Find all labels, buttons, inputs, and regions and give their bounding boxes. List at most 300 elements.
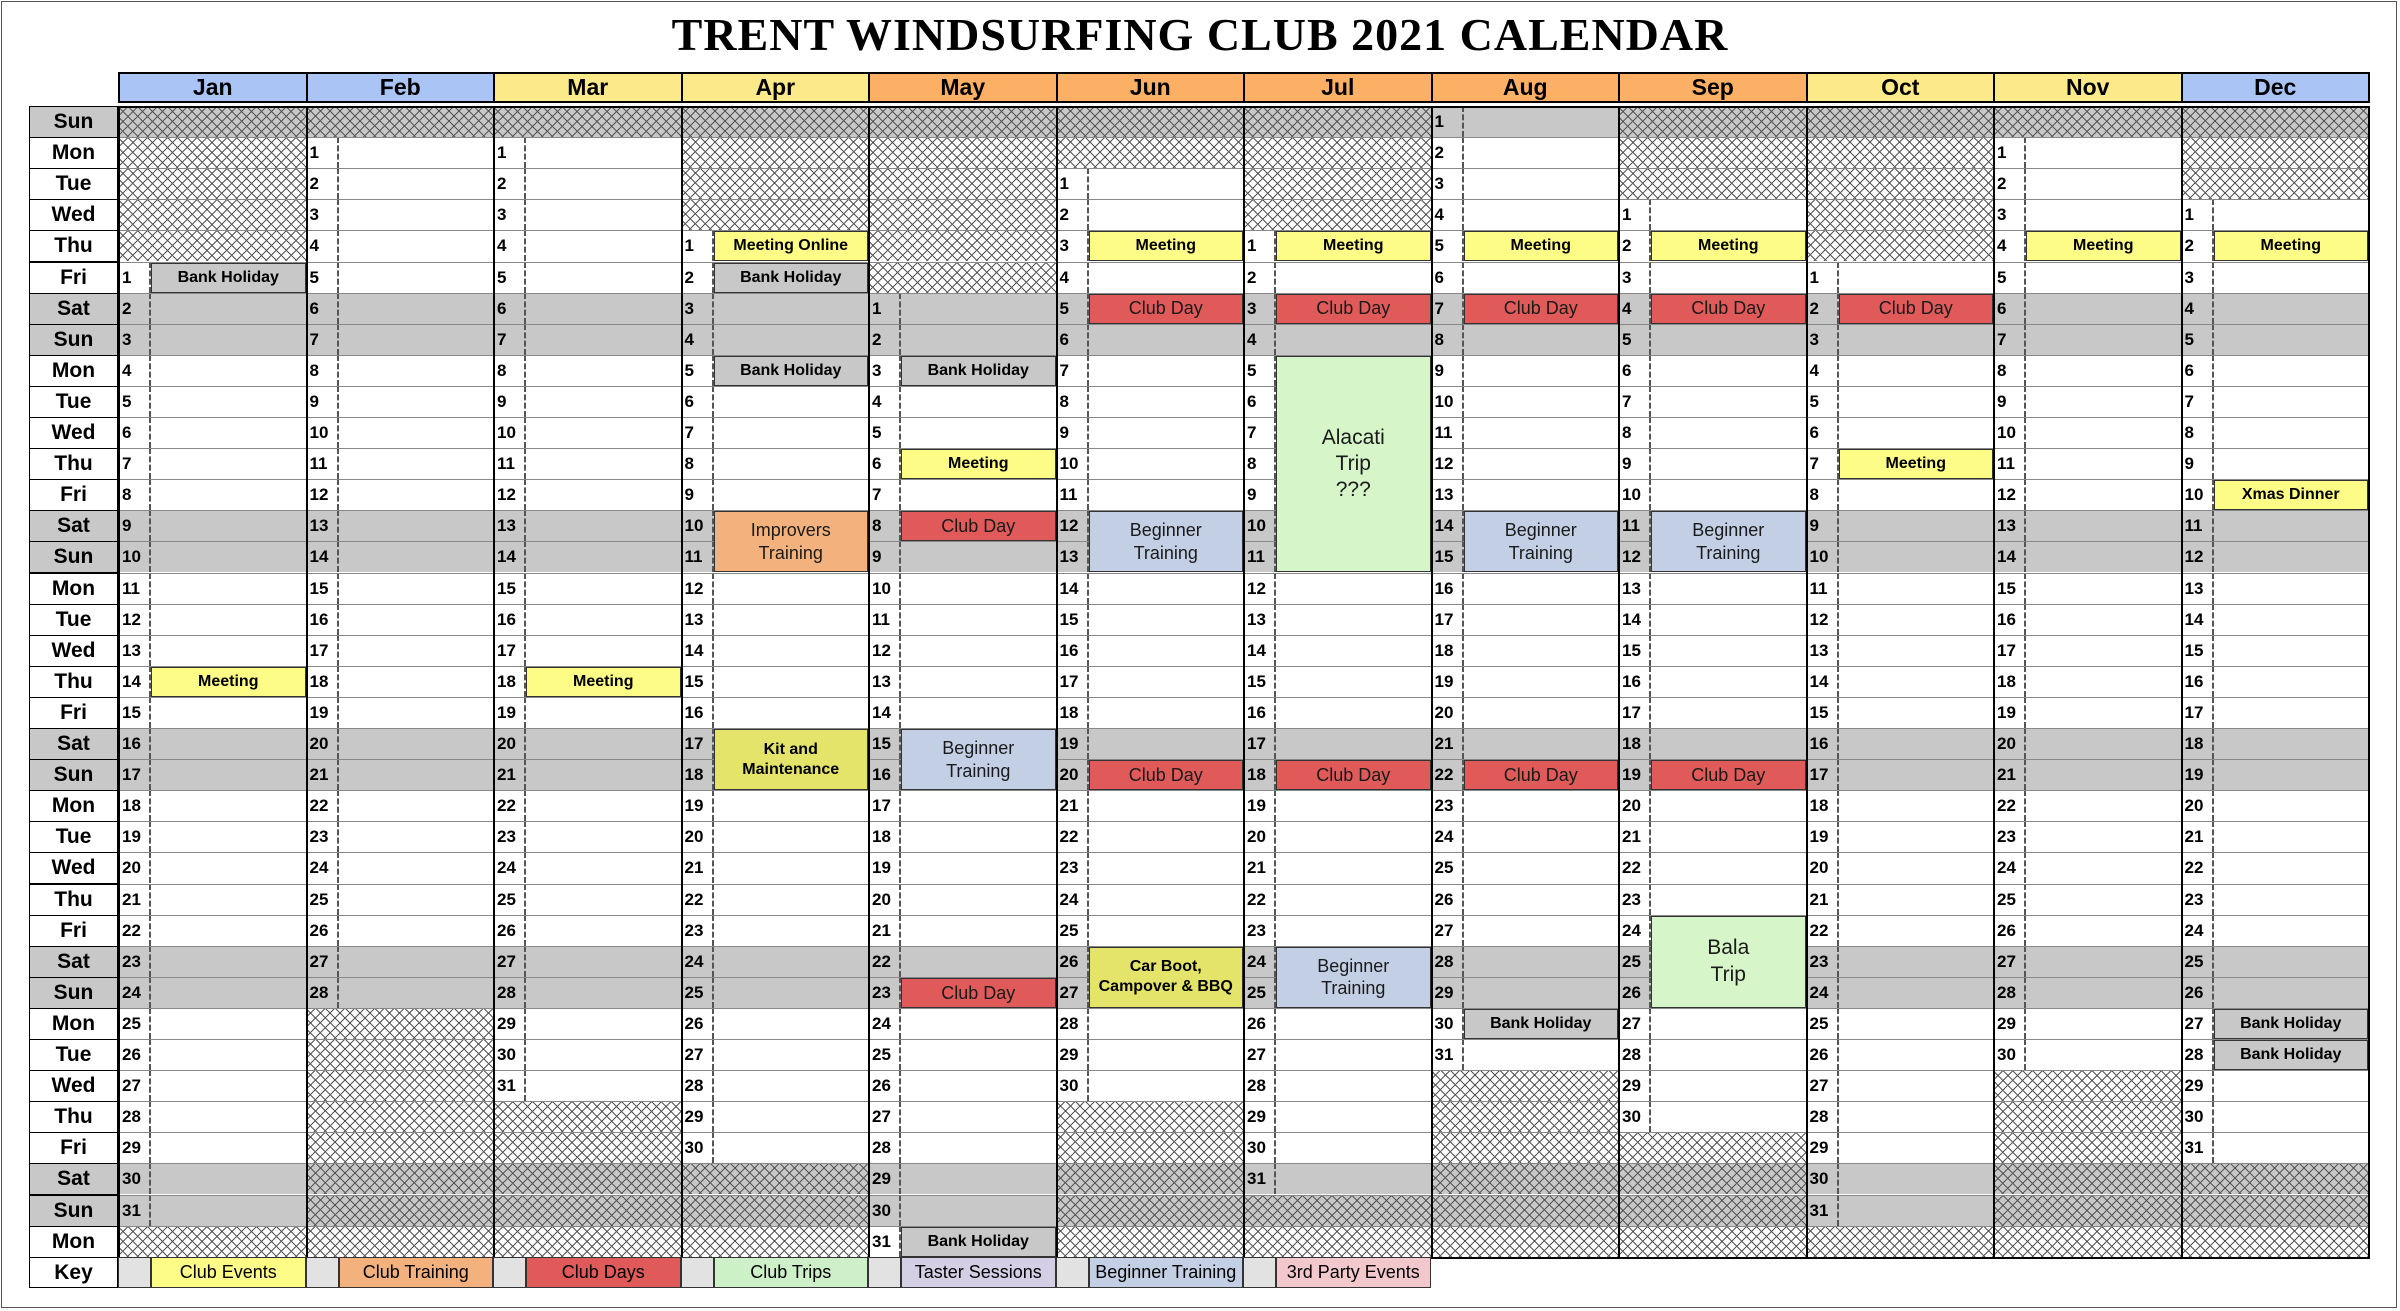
grid-line [1806, 1132, 1994, 1133]
day-number: 28 [1993, 977, 2026, 1008]
month-header-jul: Jul [1243, 72, 1433, 103]
grid-line [1618, 1195, 1806, 1196]
day-number: 26 [2181, 977, 2214, 1008]
day-number: 1 [1243, 230, 1276, 261]
day-number: 17 [118, 759, 151, 790]
grid-line [493, 230, 681, 231]
event-training[interactable]: Improvers Training [714, 511, 869, 572]
event-kit[interactable]: Kit and Maintenance [714, 729, 869, 790]
empty-cell [1056, 1195, 1244, 1226]
grid-line [868, 541, 1056, 542]
day-number: 6 [868, 448, 901, 479]
day-number: 19 [1618, 759, 1651, 790]
event-bank[interactable]: Bank Holiday [901, 356, 1056, 386]
day-number: 27 [493, 946, 526, 977]
day-number: 26 [1056, 946, 1089, 977]
event-trip[interactable]: Alacati Trip ??? [1276, 356, 1431, 573]
empty-cell [306, 1226, 494, 1257]
grid-line [1993, 1195, 2181, 1196]
empty-cell [681, 199, 869, 230]
day-number: 31 [1243, 1163, 1276, 1194]
day-number: 8 [868, 510, 901, 541]
empty-cell [2181, 1195, 2369, 1226]
grid-line [1056, 1132, 1244, 1133]
grid-line [2181, 293, 2369, 294]
day-number: 11 [118, 573, 151, 604]
event-bank[interactable]: Bank Holiday [714, 356, 869, 386]
day-number: 23 [1618, 884, 1651, 915]
day-number: 27 [306, 946, 339, 977]
empty-cell [493, 1195, 681, 1226]
day-number: 12 [868, 635, 901, 666]
day-number: 20 [1618, 790, 1651, 821]
grid-line [1806, 199, 1994, 200]
grid-line [1806, 479, 1994, 480]
grid-line [493, 510, 681, 511]
day-number: 6 [1243, 386, 1276, 417]
grid-line [681, 697, 869, 698]
grid-line [1806, 573, 1994, 574]
day-number: 14 [306, 541, 339, 572]
day-number: 15 [681, 666, 714, 697]
grid-line [1618, 199, 1806, 200]
day-number: 8 [1806, 479, 1839, 510]
event-clubday[interactable]: Club Day [1276, 760, 1431, 790]
grid-line [493, 573, 681, 574]
key-label: Key [29, 1257, 118, 1288]
day-number: 30 [1431, 1008, 1464, 1039]
grid-line [1243, 604, 1431, 605]
day-number: 20 [118, 852, 151, 883]
grid-line [1618, 106, 1806, 107]
day-number: 14 [1806, 666, 1839, 697]
day-number: 26 [1618, 977, 1651, 1008]
empty-cell [493, 1226, 681, 1257]
day-number: 10 [681, 510, 714, 541]
grid-line [1056, 1163, 1244, 1164]
grid-line [1431, 324, 1619, 325]
grid-line [868, 417, 1056, 418]
day-number: 9 [868, 541, 901, 572]
grid-line [118, 417, 306, 418]
day-number: 11 [493, 448, 526, 479]
grid-line [118, 1070, 306, 1071]
grid-line [1243, 1039, 1431, 1040]
day-number: 17 [681, 728, 714, 759]
event-clubday[interactable]: Club Day [1464, 294, 1619, 324]
empty-cell [1243, 1195, 1431, 1226]
grid-line [868, 946, 1056, 947]
grid-line [306, 386, 494, 387]
event-clubday[interactable]: Club Day [1276, 294, 1431, 324]
grid-line [118, 852, 306, 853]
empty-cell [1806, 168, 1994, 199]
day-number: 1 [1056, 168, 1089, 199]
day-number: 9 [306, 386, 339, 417]
grid-line [868, 137, 1056, 138]
grid-line [118, 697, 306, 698]
event-meeting[interactable]: Xmas Dinner [2214, 480, 2369, 510]
grid-line [1431, 137, 1619, 138]
day-number: 4 [1806, 355, 1839, 386]
grid-line [1993, 137, 2181, 138]
grid-line [1618, 821, 1806, 822]
day-number: 11 [2181, 510, 2214, 541]
day-number: 2 [1056, 199, 1089, 230]
grid-line [118, 635, 306, 636]
event-bank[interactable]: Bank Holiday [151, 263, 306, 293]
event-bank[interactable]: Bank Holiday [1464, 1009, 1619, 1039]
empty-cell [306, 1195, 494, 1226]
grid-line [2181, 573, 2369, 574]
grid-line [493, 1039, 681, 1040]
grid-line [1806, 137, 1994, 138]
grid-line [1431, 199, 1619, 200]
weekday-label: Fri [29, 479, 118, 511]
grid-line [1993, 448, 2181, 449]
grid-line [681, 1226, 869, 1227]
day-number: 7 [1243, 417, 1276, 448]
grid-line [2181, 821, 2369, 822]
grid-line [1056, 884, 1244, 885]
grid-line [306, 697, 494, 698]
event-bank[interactable]: Bank Holiday [2214, 1009, 2369, 1039]
day-number: 28 [681, 1070, 714, 1101]
grid-line [868, 1101, 1056, 1102]
grid-line [1431, 1132, 1619, 1133]
empty-cell [1431, 1195, 1619, 1226]
grid-line [1243, 199, 1431, 200]
grid-line [868, 479, 1056, 480]
day-number: 16 [2181, 666, 2214, 697]
day-number: 14 [2181, 604, 2214, 635]
grid-line [1056, 666, 1244, 667]
day-number: 13 [1056, 541, 1089, 572]
grid-line [681, 1163, 869, 1164]
event-meeting[interactable]: Meeting [1651, 231, 1806, 261]
grid-line [1618, 1070, 1806, 1071]
grid-line [681, 821, 869, 822]
event-beginner[interactable]: Beginner Training [1276, 947, 1431, 1008]
day-number: 24 [118, 977, 151, 1008]
event-bank[interactable]: Bank Holiday [901, 1227, 1056, 1257]
grid-line [681, 790, 869, 791]
day-number: 10 [2181, 479, 2214, 510]
month-header-mar: Mar [493, 72, 683, 103]
day-number: 28 [1806, 1101, 1839, 1132]
day-number: 3 [1618, 262, 1651, 293]
day-number: 7 [1806, 448, 1839, 479]
weekday-label: Fri [29, 697, 118, 729]
grid-line [306, 573, 494, 574]
day-number: 12 [681, 573, 714, 604]
grid-line [1431, 821, 1619, 822]
grid-line [118, 946, 306, 947]
grid-line [118, 915, 306, 916]
event-clubday[interactable]: Club Day [1651, 294, 1806, 324]
grid-line [1993, 541, 2181, 542]
event-kit[interactable]: Car Boot, Campover & BBQ [1089, 947, 1244, 1008]
day-number: 27 [1806, 1070, 1839, 1101]
event-beginner[interactable]: Beginner Training [1464, 511, 1619, 572]
grid-line [1431, 915, 1619, 916]
day-number: 24 [2181, 915, 2214, 946]
grid-line [306, 262, 494, 263]
grid-line [1431, 386, 1619, 387]
grid-line [1056, 915, 1244, 916]
day-number: 9 [1618, 448, 1651, 479]
grid-line [118, 821, 306, 822]
day-number: 28 [1243, 1070, 1276, 1101]
grid-line [1243, 1195, 1431, 1196]
grid-line [1243, 1101, 1431, 1102]
empty-cell [868, 106, 1056, 137]
day-number: 15 [1618, 635, 1651, 666]
grid-line [681, 884, 869, 885]
event-meeting[interactable]: Meeting [151, 667, 306, 697]
day-number: 22 [1431, 759, 1464, 790]
grid-line [868, 199, 1056, 200]
grid-line [306, 728, 494, 729]
weekday-label: Fri [29, 262, 118, 294]
day-number: 7 [2181, 386, 2214, 417]
day-number: 7 [681, 417, 714, 448]
event-meeting[interactable]: Meeting Online [714, 231, 869, 261]
grid-line [2181, 697, 2369, 698]
day-number: 20 [1056, 759, 1089, 790]
day-number: 20 [1431, 697, 1464, 728]
day-number: 13 [868, 666, 901, 697]
grid-line [493, 448, 681, 449]
day-number: 12 [1806, 604, 1839, 635]
grid-line [493, 759, 681, 760]
day-number: 11 [1618, 510, 1651, 541]
grid-line [868, 635, 1056, 636]
day-number: 26 [118, 1039, 151, 1070]
key-item: Beginner Training [1089, 1257, 1244, 1288]
day-number: 27 [1431, 915, 1464, 946]
grid-line [1431, 666, 1619, 667]
day-number: 6 [1431, 262, 1464, 293]
day-number: 11 [1806, 573, 1839, 604]
grid-line [1806, 1008, 1994, 1009]
grid-line [1243, 262, 1431, 263]
day-number: 8 [493, 355, 526, 386]
grid-line [1056, 106, 1244, 107]
empty-cell [1806, 230, 1994, 261]
month-header-feb: Feb [306, 72, 496, 103]
day-number: 21 [1993, 759, 2026, 790]
key-item: Club Training [339, 1257, 494, 1288]
grid-line [1618, 790, 1806, 791]
empty-cell [118, 199, 306, 230]
grid-line [868, 1195, 1056, 1196]
grid-line [118, 1008, 306, 1009]
event-clubday[interactable]: Club Day [1651, 760, 1806, 790]
event-meeting[interactable]: Meeting [526, 667, 681, 697]
grid-line [2181, 1070, 2369, 1071]
grid-line [1243, 915, 1431, 916]
month-header-dec: Dec [2181, 72, 2371, 103]
grid-line [118, 355, 306, 356]
month-header-sep: Sep [1618, 72, 1808, 103]
grid-line [2181, 1163, 2369, 1164]
event-clubday[interactable]: Club Day [901, 511, 1056, 541]
event-clubday[interactable]: Club Day [901, 978, 1056, 1008]
day-number: 18 [2181, 728, 2214, 759]
event-beginner[interactable]: Beginner Training [901, 729, 1056, 790]
grid-line [1431, 106, 1619, 107]
day-number: 28 [306, 977, 339, 1008]
event-clubday[interactable]: Club Day [1464, 760, 1619, 790]
day-number: 19 [306, 697, 339, 728]
day-number: 21 [2181, 821, 2214, 852]
day-number: 25 [1806, 1008, 1839, 1039]
day-number: 30 [118, 1163, 151, 1194]
event-trip[interactable]: Bala Trip [1651, 916, 1806, 1008]
month-header-oct: Oct [1806, 72, 1996, 103]
grid-line [1431, 448, 1619, 449]
empty-cell [306, 1132, 494, 1163]
day-number: 30 [681, 1132, 714, 1163]
event-meeting[interactable]: Meeting [2026, 231, 2181, 261]
grid-line [1431, 604, 1619, 605]
grid-line [1993, 635, 2181, 636]
day-number: 25 [1618, 946, 1651, 977]
day-number: 26 [306, 915, 339, 946]
grid-line [2181, 199, 2369, 200]
day-number: 2 [1243, 262, 1276, 293]
day-number: 2 [118, 293, 151, 324]
day-number: 21 [1618, 821, 1651, 852]
empty-cell [681, 106, 869, 137]
grid-line [1993, 1101, 2181, 1102]
day-number: 12 [1993, 479, 2026, 510]
grid-line [868, 106, 1056, 107]
day-number: 3 [868, 355, 901, 386]
day-number: 10 [1431, 386, 1464, 417]
day-number: 16 [1243, 697, 1276, 728]
grid-line [493, 697, 681, 698]
grid-line [1056, 573, 1244, 574]
day-number: 13 [2181, 573, 2214, 604]
event-clubday[interactable]: Club Day [1089, 294, 1244, 324]
day-number: 12 [2181, 541, 2214, 572]
grid-line [2181, 355, 2369, 356]
grid-line [118, 1039, 306, 1040]
day-number: 3 [2181, 262, 2214, 293]
grid-line [1431, 262, 1619, 263]
grid-line [118, 448, 306, 449]
weekday-label: Tue [29, 386, 118, 418]
day-number: 14 [1056, 573, 1089, 604]
day-number: 21 [1431, 728, 1464, 759]
grid-line [2181, 1226, 2369, 1227]
event-meeting[interactable]: Meeting [1839, 449, 1994, 479]
day-number: 26 [493, 915, 526, 946]
day-number: 24 [1993, 852, 2026, 883]
event-meeting[interactable]: Meeting [2214, 231, 2369, 261]
grid-line [1993, 977, 2181, 978]
event-bank[interactable]: Bank Holiday [2214, 1040, 2369, 1070]
grid-line [306, 790, 494, 791]
grid-line [118, 106, 306, 107]
grid-line [2181, 137, 2369, 138]
grid-line [306, 324, 494, 325]
grid-line [1056, 1070, 1244, 1071]
day-number: 19 [118, 821, 151, 852]
grid-line [306, 1101, 494, 1102]
day-number: 15 [1806, 697, 1839, 728]
grid-line [306, 448, 494, 449]
event-bank[interactable]: Bank Holiday [714, 263, 869, 293]
day-number: 24 [1618, 915, 1651, 946]
grid-line [868, 1132, 1056, 1133]
empty-cell [1993, 106, 2181, 137]
grid-line [1618, 1132, 1806, 1133]
grid-line [1993, 293, 2181, 294]
empty-cell [1431, 1132, 1619, 1163]
day-number: 10 [1806, 541, 1839, 572]
weekday-label: Thu [29, 230, 118, 262]
grid-line [493, 1008, 681, 1009]
day-number: 26 [1431, 884, 1464, 915]
event-clubday[interactable]: Club Day [1839, 294, 1994, 324]
grid-line [868, 386, 1056, 387]
grid-line [493, 324, 681, 325]
empty-cell [1243, 106, 1431, 137]
grid-line [306, 1132, 494, 1133]
empty-cell [1431, 1163, 1619, 1194]
empty-cell [1993, 1226, 2181, 1257]
day-number: 9 [681, 479, 714, 510]
grid-line [868, 1163, 1056, 1164]
grid-line [681, 1039, 869, 1040]
event-meeting[interactable]: Meeting [901, 449, 1056, 479]
empty-cell [1056, 137, 1244, 168]
event-meeting[interactable]: Meeting [1276, 231, 1431, 261]
event-meeting[interactable]: Meeting [1089, 231, 1244, 261]
grid-line [1431, 1226, 1619, 1227]
event-beginner[interactable]: Beginner Training [1089, 511, 1244, 572]
day-number: 17 [1993, 635, 2026, 666]
day-number: 15 [306, 573, 339, 604]
day-number: 5 [1993, 262, 2026, 293]
day-number: 17 [1431, 604, 1464, 635]
day-number: 29 [1431, 977, 1464, 1008]
grid-line [681, 199, 869, 200]
grid-line [1618, 1163, 1806, 1164]
grid-line [2181, 168, 2369, 169]
day-number: 23 [2181, 884, 2214, 915]
event-beginner[interactable]: Beginner Training [1651, 511, 1806, 572]
event-clubday[interactable]: Club Day [1089, 760, 1244, 790]
day-number: 18 [1806, 790, 1839, 821]
grid-line [306, 977, 494, 978]
grid-line [118, 1226, 306, 1227]
grid-line [493, 1226, 681, 1227]
grid-line [118, 573, 306, 574]
day-number: 10 [1618, 479, 1651, 510]
grid-line [1806, 977, 1994, 978]
day-number: 14 [1243, 635, 1276, 666]
event-meeting[interactable]: Meeting [1464, 231, 1619, 261]
grid-line [1056, 386, 1244, 387]
day-number: 30 [1056, 1070, 1089, 1101]
day-number: 9 [2181, 448, 2214, 479]
grid-line [1243, 1226, 1431, 1227]
day-number: 25 [118, 1008, 151, 1039]
